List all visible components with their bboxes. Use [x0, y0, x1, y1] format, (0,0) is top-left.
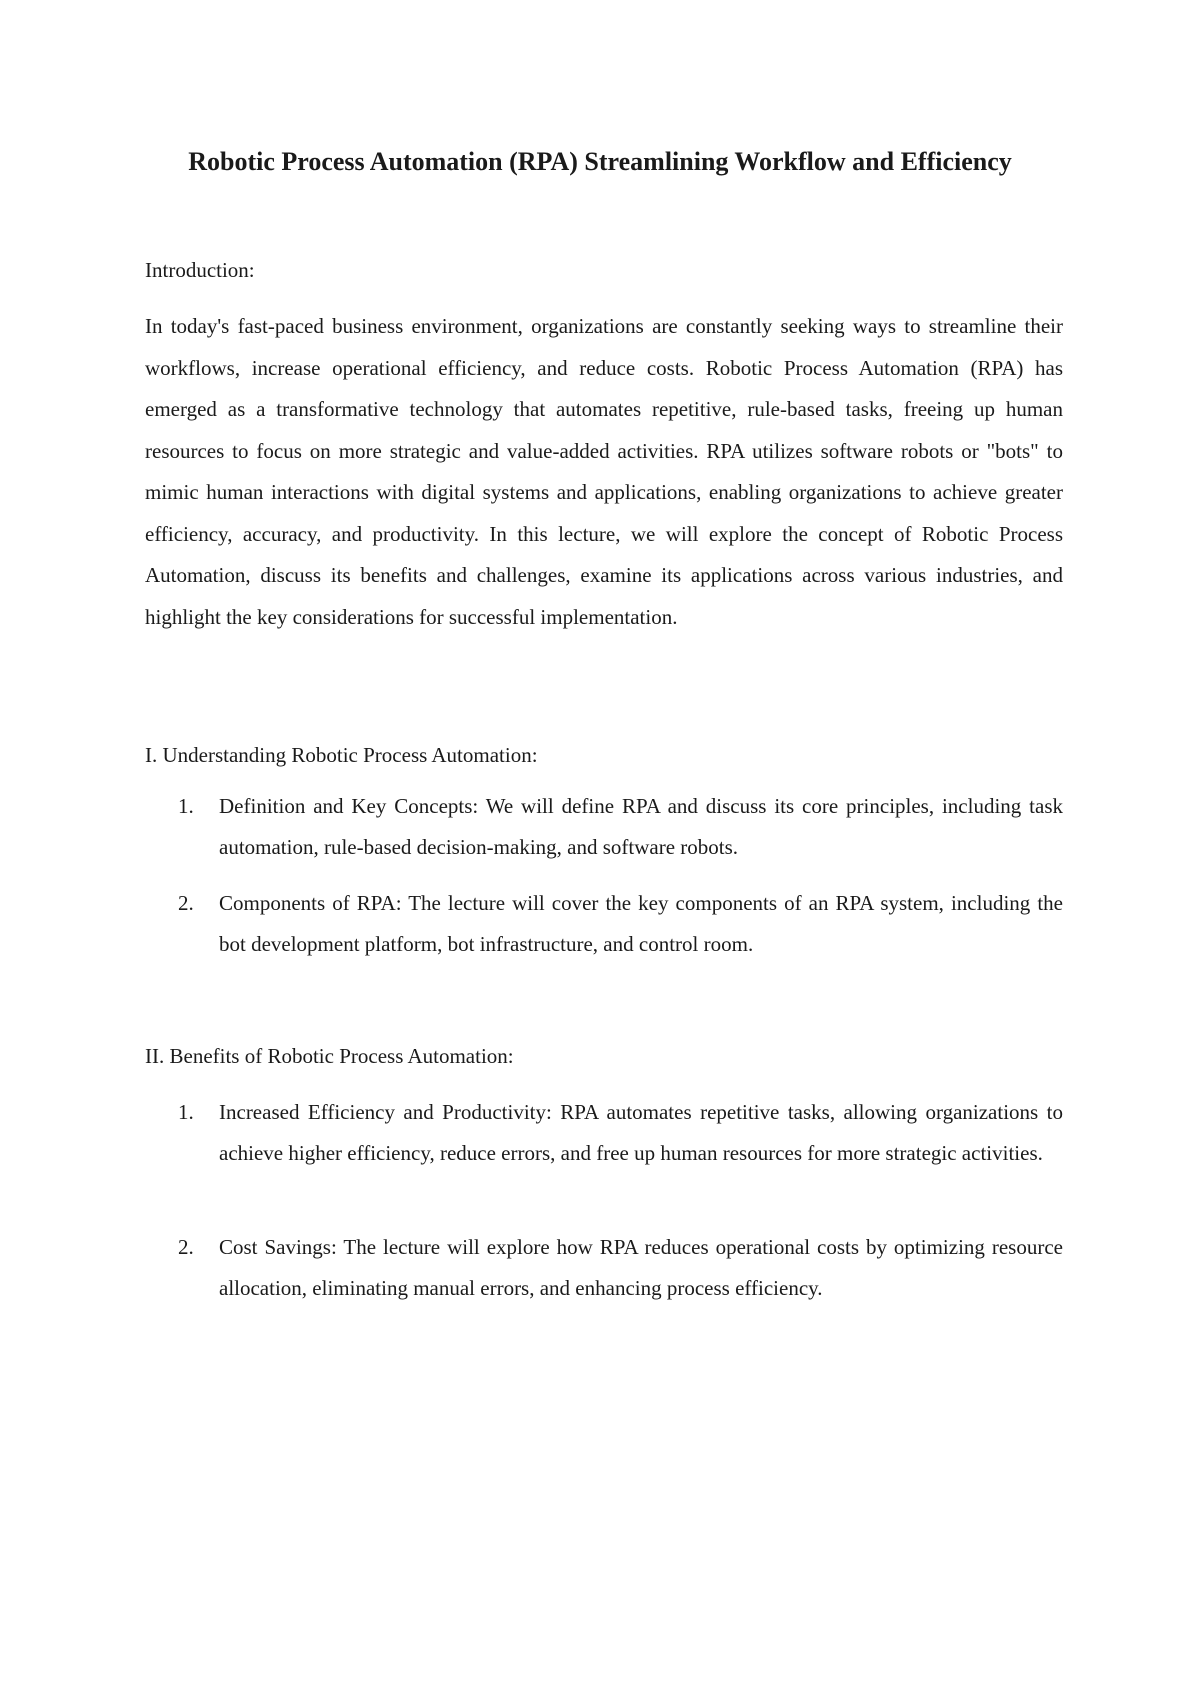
list-item-number: 2. [178, 1235, 194, 1259]
section-1-list-item [178, 883, 1063, 965]
list-item-text: Cost Savings: The lecture will explore how RPA reduces operational costs by optimizing resource allocation, eliminating manual errors, and enhancing process efficiency. [219, 1235, 1063, 1300]
section-1-heading: I. Understanding Robotic Process Automation: [145, 743, 538, 767]
introduction-paragraph: In today's fast-paced business environment, organizations are constantly seeking ways to streamline their workflows, increase operational efficiency, and reduce costs. Robotic Process Automation (RPA) has emerged as a transformative technology that automates repetitive, rule-based tasks, freeing up human resources to focus on more strategic and value-added activities. RPA utilizes software robots or "bots" to mimic human interactions with digital systems and applications, enabling organizations to achieve greater efficiency, accuracy, and productivity. In this lecture, we will explore the concept of Robotic Process Automation, discuss its benefits and challenges, examine its applications across various industries, and highlight the key considerations for successful implementation. [145, 314, 1063, 629]
section-2-heading: II. Benefits of Robotic Process Automation: [145, 1044, 514, 1068]
section-2-list-item [178, 1092, 1063, 1174]
document-title: Robotic Process Automation (RPA) Streamlining Workflow and Efficiency [188, 147, 1012, 176]
section-1-list-item [178, 786, 1063, 868]
list-item-number: 2. [178, 891, 194, 915]
list-item-number: 1. [178, 1100, 194, 1124]
list-item-text: Increased Efficiency and Productivity: RPA automates repetitive tasks, allowing organizations to achieve higher efficiency, reduce errors, and free up human resources for more strategic activities. [219, 1100, 1063, 1165]
list-item-text: Definition and Key Concepts: We will define RPA and discuss its core principles, including task automation, rule-based decision-making, and software robots. [219, 794, 1063, 859]
section-2-list-item [178, 1227, 1063, 1309]
list-item-number: 1. [178, 794, 194, 818]
list-item-text: Components of RPA: The lecture will cover the key components of an RPA system, including the bot development platform, bot infrastructure, and control room. [219, 891, 1063, 956]
introduction-heading: Introduction: [145, 258, 255, 282]
